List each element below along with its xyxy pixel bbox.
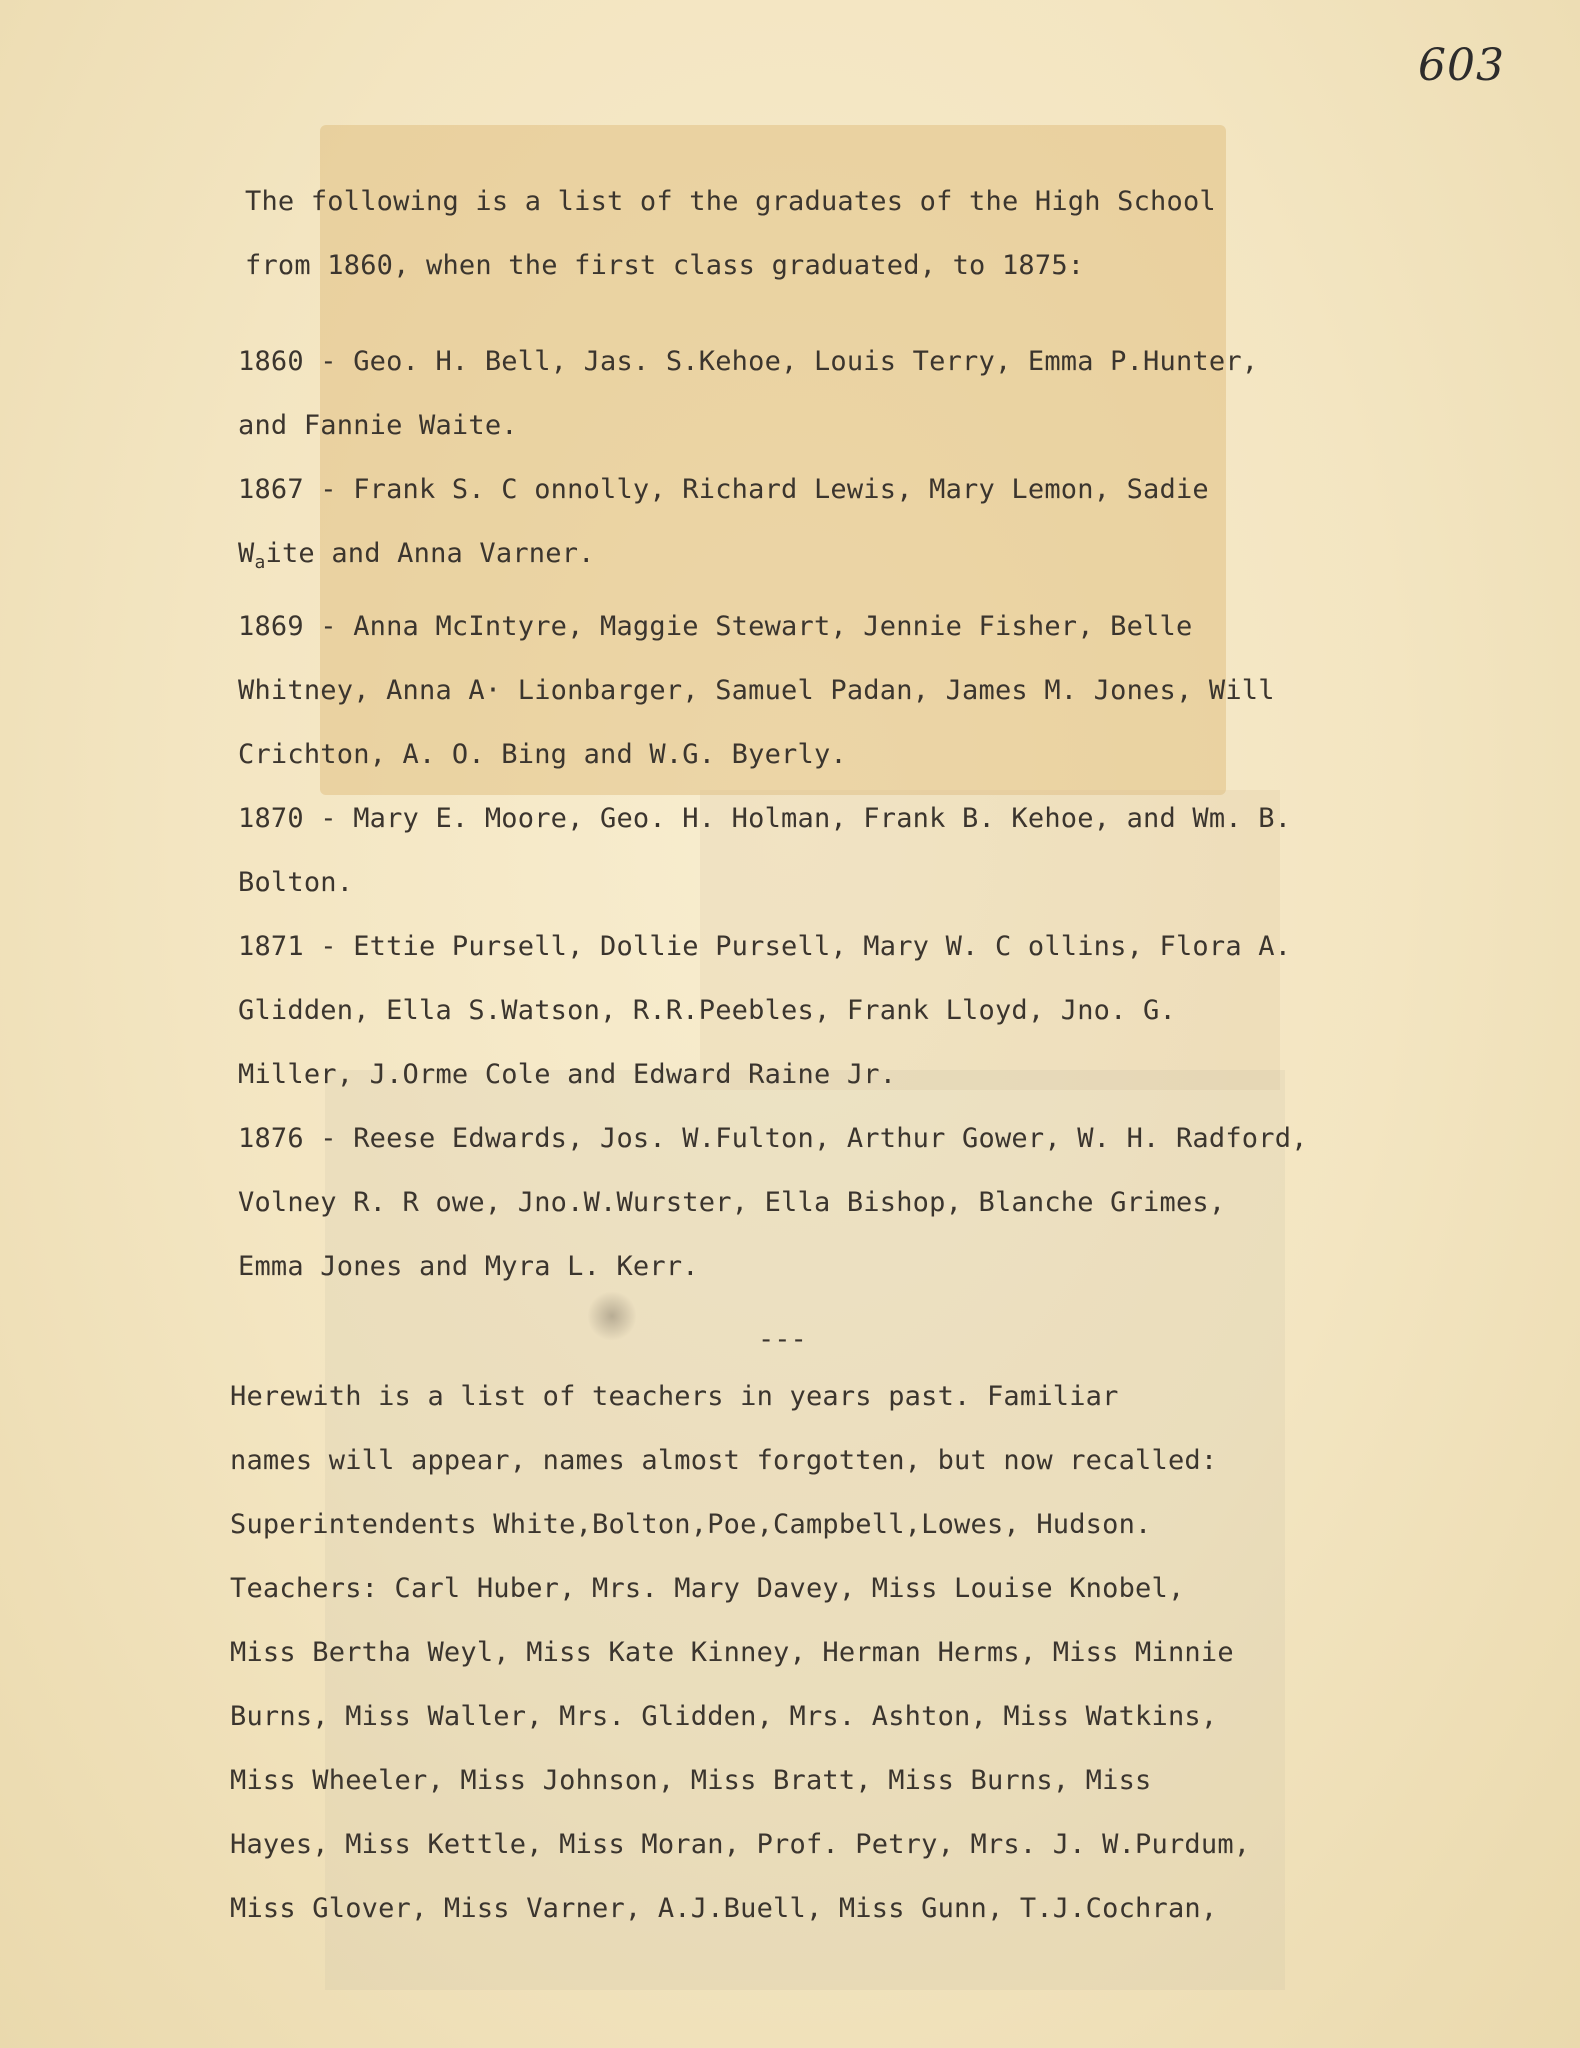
entry-line: and Fannie Waite.: [238, 410, 518, 441]
teachers-line: Miss Glover, Miss Varner, A.J.Buell, Miss Gunn, T.J.Cochran,: [230, 1893, 1218, 1924]
section-divider: ---: [758, 1324, 807, 1355]
teachers-line: Hayes, Miss Kettle, Miss Moran, Prof. Petry, Mrs. J. W.Purdum,: [230, 1829, 1251, 1860]
page-number: 603: [1418, 40, 1505, 91]
teachers-line: Miss Wheeler, Miss Johnson, Miss Bratt, Miss Burns, Miss: [230, 1765, 1152, 1796]
entry-line: Miller, J.Orme Cole and Edward Raine Jr.: [238, 1059, 897, 1090]
teachers-line: Herewith is a list of teachers in years past. Familiar: [230, 1381, 1119, 1412]
entry-line: [238, 522, 1308, 595]
entry-line: 1860 - Geo. H. Bell, Jas. S.Kehoe, Louis Terry, Emma P.Hunter,: [238, 346, 1259, 377]
entry-line: 1871 - Ettie Pursell, Dollie Pursell, Mary W. C ollins, Flora A.: [238, 931, 1292, 962]
entry-line: Crichton, A. O. Bing and W.G. Byerly.: [238, 739, 847, 770]
entry-line-subscript: a: [254, 552, 266, 573]
intro-line: The following is a list of the graduates of the High School: [245, 186, 1216, 217]
intro-line: from 1860, when the first class graduated, to 1875:: [245, 250, 1085, 281]
teachers-line: names will appear, names almost forgotten, but now recalled:: [230, 1445, 1218, 1476]
entry-line: Glidden, Ella S.Watson, R.R.Peebles, Frank Lloyd, Jno. G.: [238, 995, 1176, 1026]
graduate-entry-1869: [238, 595, 1308, 787]
teachers-paragraph: [230, 1365, 1250, 1941]
entry-line: 1869 - Anna McIntyre, Maggie Stewart, Jennie Fisher, Belle: [238, 611, 1193, 642]
entry-line: 1870 - Mary E. Moore, Geo. H. Holman, Frank B. Kehoe, and Wm. B.: [238, 803, 1292, 834]
entry-line-end: ite and Anna Varner.: [265, 538, 595, 569]
entry-line: Bolton.: [238, 867, 354, 898]
teachers-line: Teachers: Carl Huber, Mrs. Mary Davey, Miss Louise Knobel,: [230, 1573, 1185, 1604]
graduates-list: [238, 330, 1308, 1299]
graduate-entry-1870: [238, 787, 1308, 915]
entry-line: 1876 - Reese Edwards, Jos. W.Fulton, Arthur Gower, W. H. Radford,: [238, 1123, 1308, 1154]
teachers-line: Miss Bertha Weyl, Miss Kate Kinney, Herman Herms, Miss Minnie: [230, 1637, 1234, 1668]
graduate-entry-1871: [238, 915, 1308, 1107]
entry-line: Volney R. R owe, Jno.W.Wurster, Ella Bishop, Blanche Grimes,: [238, 1187, 1226, 1218]
teachers-line: Burns, Miss Waller, Mrs. Glidden, Mrs. Ashton, Miss Watkins,: [230, 1701, 1218, 1732]
teachers-line: Superintendents White,Bolton,Poe,Campbell,Lowes, Hudson.: [230, 1509, 1152, 1540]
graduate-entry-1860: [238, 330, 1308, 458]
entry-line: Emma Jones and Myra L. Kerr.: [238, 1251, 699, 1282]
intro-paragraph: [245, 170, 1216, 298]
graduate-entry-1867: [238, 458, 1308, 595]
entry-line-start: W: [238, 538, 255, 569]
entry-line: 1867 - Frank S. C onnolly, Richard Lewis, Mary Lemon, Sadie: [238, 474, 1209, 505]
graduate-entry-1876: [238, 1107, 1308, 1299]
entry-line: Whitney, Anna A· Lionbarger, Samuel Padan, James M. Jones, Will: [238, 675, 1275, 706]
